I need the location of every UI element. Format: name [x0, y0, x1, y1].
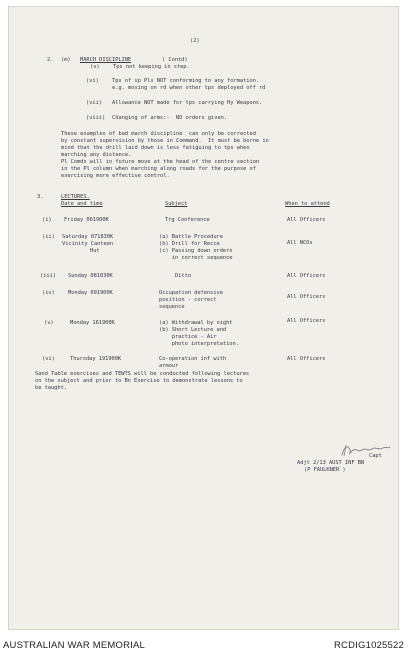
item-vii-text: Allowance NOT made for tps carrying Hy Weapons. — [112, 100, 263, 106]
row-num: (v) — [44, 320, 54, 326]
section-2-sub: (m) — [61, 57, 71, 63]
row-subject: Occupation defensive — [159, 290, 223, 296]
footer-source: AUSTRALIAN WAR MEMORIAL — [3, 640, 146, 651]
item-vi-text-2: e.g. moving on rd when other tps deployed off rd — [112, 85, 266, 91]
row-subject: Co-operation inf with — [159, 356, 227, 362]
row-date: Monday 091900K — [68, 290, 113, 296]
footer-id: RCDIG1025522 — [334, 640, 404, 651]
row-date: Saturday 071830K — [62, 234, 114, 240]
section-3-heading: LECTURES. — [61, 194, 90, 200]
column-subject: Subject — [165, 201, 188, 207]
archive-footer — [0, 636, 408, 654]
row-date: Friday 061900K — [64, 217, 109, 223]
column-date: Date and time — [61, 201, 103, 207]
row-subject: (b) Drill for Recce — [159, 241, 220, 247]
paragraph-line: These examples of bad march discipline can only be corrected — [61, 131, 256, 137]
item-vi-num: (vi) — [86, 78, 99, 84]
row-attend: All Officers — [287, 318, 326, 324]
row-subject: Trg Conference — [165, 217, 210, 223]
row-date: Hut — [90, 248, 100, 254]
handwritten-signature — [336, 441, 392, 459]
row-subject: photo interpretation. — [159, 341, 239, 347]
row-num: (iv) — [42, 290, 55, 296]
row-subject: (a) Battle Procedure — [159, 234, 223, 240]
row-subject: sequence — [159, 304, 185, 310]
row-attend: All Officers — [287, 217, 326, 223]
section-3-number: 3. — [37, 194, 44, 200]
closing-line: be taught. — [35, 385, 67, 391]
page-number: (2) — [190, 38, 200, 44]
row-subject: Ditto — [159, 273, 191, 279]
row-attend: All Officers — [287, 294, 326, 300]
paragraph-line: Pl Comds will in future move at the head of the centre section — [61, 159, 260, 165]
row-subject: in correct sequence — [159, 255, 233, 261]
item-vii-num: (vii) — [86, 100, 102, 106]
row-subject: (c) Passing down orders — [159, 248, 233, 254]
paragraph-line: mind that the drill laid down is less fatiguing to tps when — [61, 145, 250, 151]
row-subject: (b) Short Lecture and — [159, 327, 227, 333]
section-2-heading: MARCH DISCIPLINE — [80, 57, 132, 63]
closing-line: on the subject and prior to Bn Exercise to demonstrate lessons to — [35, 378, 243, 384]
section-2-contd: ( Contd) — [162, 57, 188, 63]
closing-line: Sand Table exercises and TEWTS will be conducted following lectures — [35, 371, 250, 377]
row-date: Monday 161900K — [70, 320, 115, 326]
signature-name: (P FAULKNER ) — [304, 467, 346, 473]
column-attend: When to attend — [285, 201, 330, 207]
item-viii-text: Changing of arms:- NO orders given. — [112, 115, 228, 121]
section-2-number: 2. — [47, 57, 54, 63]
row-date: Sunday 081030K — [68, 273, 113, 279]
row-attend: All Officers — [287, 356, 326, 362]
row-num: (iii) — [40, 273, 56, 279]
paragraph-line: by constant supervision by those in Command. It must be borne in — [61, 138, 269, 144]
row-date: Vicinity Canteen — [62, 241, 114, 247]
item-v-text: Tps not keeping in step. — [113, 64, 190, 70]
signature-rank: Capt — [369, 453, 382, 459]
paragraph-line: marching any distance. — [61, 152, 132, 158]
item-vi-text: Tps of sp Pls NOT conforming to any formation. — [112, 78, 259, 84]
item-v-num: (v) — [90, 64, 100, 70]
row-subject: position - correct — [159, 297, 217, 303]
row-subject: armour — [159, 363, 179, 369]
row-subject: practice - Air — [159, 334, 217, 340]
paragraph-line: in the Pl column when marching along roads for the purpose of — [61, 166, 256, 172]
row-num: (ii) — [42, 234, 55, 240]
row-num: (vi) — [42, 356, 55, 362]
item-viii-num: (viii) — [86, 115, 106, 121]
row-num: (i) — [42, 217, 52, 223]
row-subject: (a) Withdrawal by night — [159, 320, 233, 326]
signature-title: Adjt 2/13 AUST INF BN — [297, 460, 365, 466]
row-date: Thursday 191900K — [70, 356, 122, 362]
paragraph-line: exercising more effective control. — [61, 173, 170, 179]
row-attend: All Officers — [287, 273, 326, 279]
row-attend: All NCOs — [287, 240, 313, 246]
